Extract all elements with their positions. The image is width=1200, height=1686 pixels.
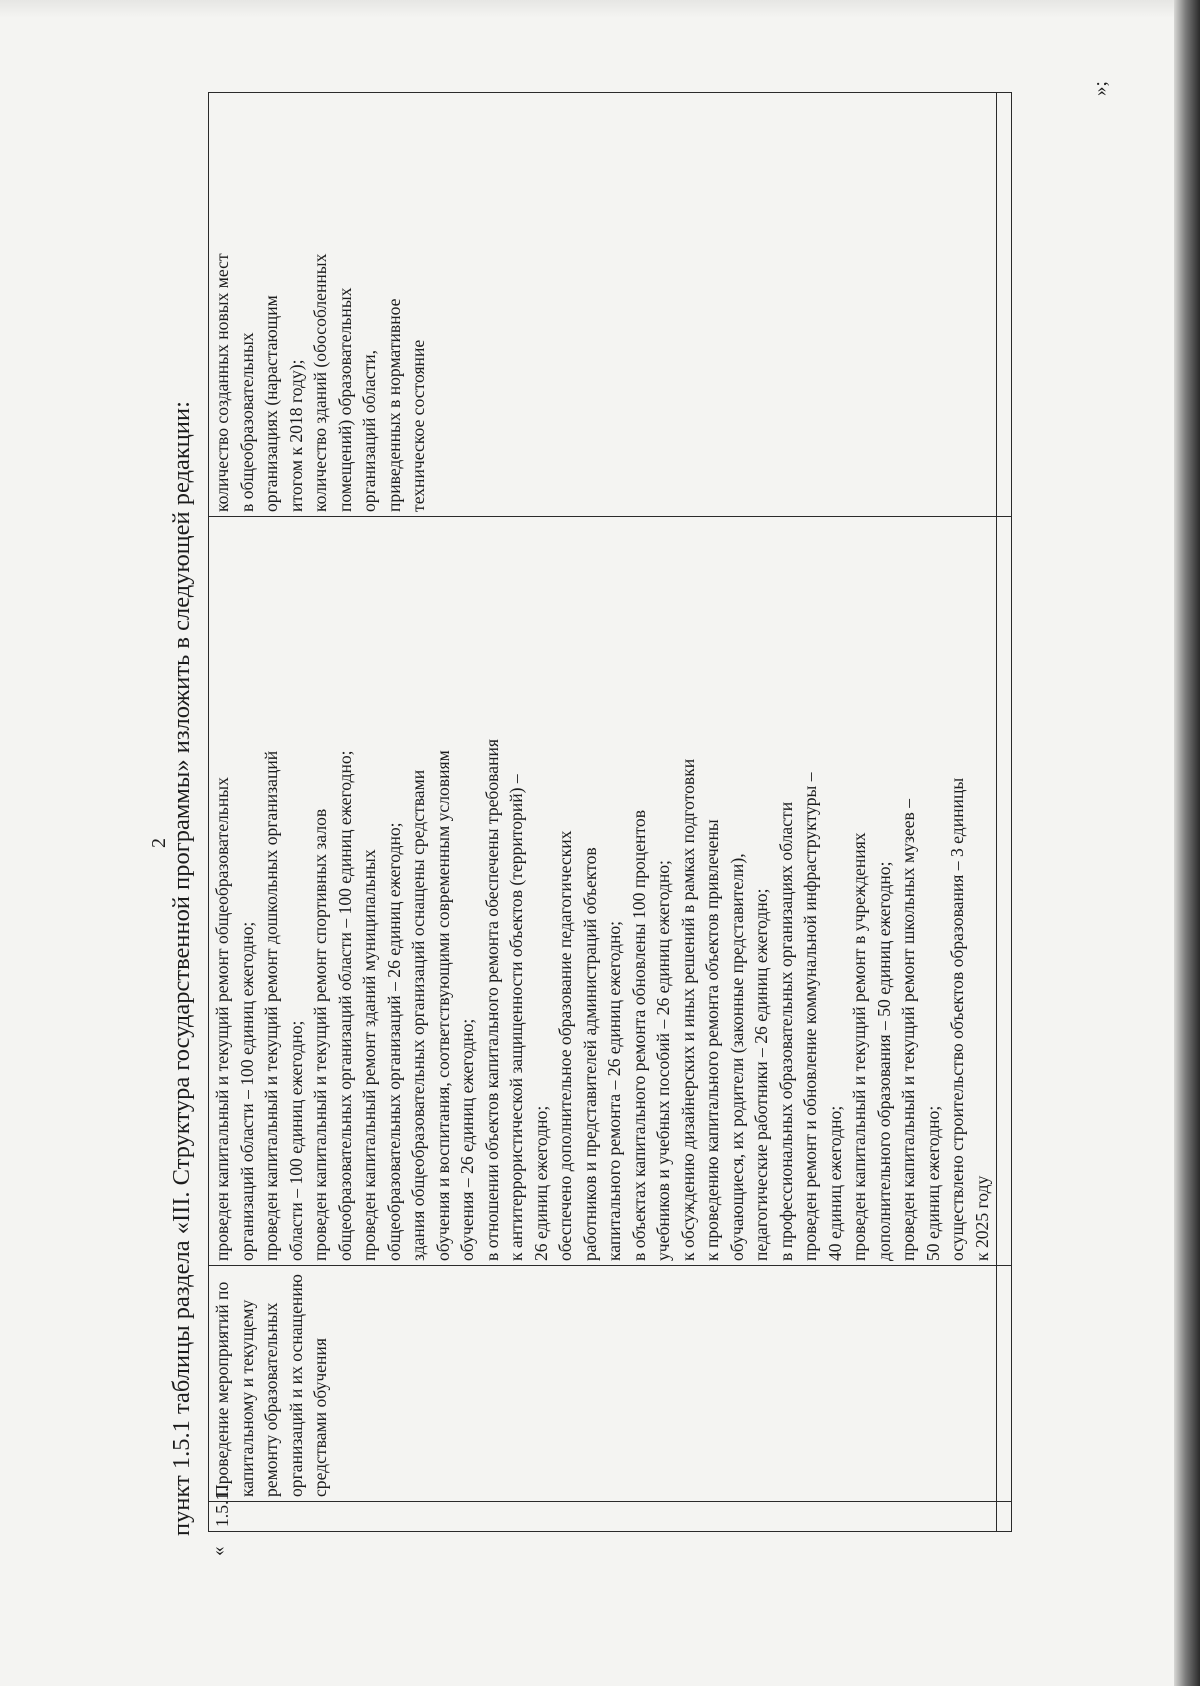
row-name: Проведение мероприятий по капитальному и текущему ремонту образовательных организаций и их оснащению средствами обучения (212, 1274, 330, 1497)
indicator-line: итогом к 2018 году); (285, 359, 306, 512)
task-line: обучения и воспитания, соответствующими современным условиям (432, 750, 453, 1261)
task-line: дополнительного образования – 50 единиц ежегодно; (873, 861, 894, 1261)
task-line: здания общеобразовательных организаций оснащены средствами (408, 769, 428, 1261)
row-indicators-cell (209, 93, 997, 517)
task-line: проведен капитальный ремонт зданий муниципальных (359, 849, 379, 1261)
task-line: обеспечено дополнительное образование педагогических (555, 830, 575, 1261)
indicator-line: количество зданий (обособленных (310, 253, 330, 512)
task-line: осуществлено строительство объектов образования – 3 единицы (947, 777, 967, 1261)
indicator-line: организаций области, (359, 349, 379, 512)
task-line: учебников и учебных пособий – 26 единиц ежегодно; (653, 860, 673, 1261)
row-name-cell (209, 1266, 997, 1502)
task-line: к обсуждению дизайнерских и иных решений в рамках подготовки (677, 758, 698, 1261)
indicator-line: помещений) образовательных (334, 287, 355, 512)
task-line: проведен ремонт и обновление коммунальной инфраструктуры – (800, 772, 820, 1261)
task-line: 26 единиц ежегодно; (530, 1105, 551, 1261)
indicator-line: в общеобразовательных (236, 332, 257, 512)
task-line: проведен капитальный и текущий ремонт дошкольных организаций (261, 750, 281, 1261)
empty-cell (997, 1502, 1012, 1532)
task-line: педагогические работники – 26 единиц ежегодно; (751, 888, 771, 1261)
task-line: обучающиеся, их родители (законные представители), (726, 853, 747, 1261)
task-line: обучения – 26 единиц ежегодно; (457, 1018, 477, 1261)
task-line: 40 единиц ежегодно; (824, 1105, 845, 1261)
indicator-line: количество созданных новых мест (212, 253, 232, 512)
task-line: в профессиональных образовательных организациях области (775, 801, 796, 1261)
empty-cell (997, 93, 1012, 517)
task-line: проведен капитальный и текущий ремонт в учреждениях (849, 832, 869, 1261)
page-number: 2 (148, 838, 170, 848)
task-line: проведен капитальный и текущий ремонт спортивных залов (310, 808, 330, 1261)
task-line: общеобразовательных организаций – 26 единиц ежегодно; (383, 822, 404, 1261)
task-line: работников и представителей администраций объектов (579, 847, 600, 1261)
close-quote: »; (1090, 81, 1111, 96)
task-line: области – 100 единиц ежегодно; (285, 1020, 306, 1261)
task-line: проведен капитальный и текущий ремонт школьных музеев – (898, 799, 918, 1261)
row-number: 1.5.1. (212, 1487, 232, 1527)
program-table (208, 92, 1012, 1532)
task-line: в объектах капитального ремонта обновлены 100 процентов (628, 809, 649, 1261)
table-row-empty (997, 93, 1012, 1532)
indicator-line: приведенных в нормативное (383, 298, 404, 512)
task-line: в отношении объектов капитального ремонта обеспечены требования (481, 739, 502, 1261)
table-row (209, 93, 997, 1532)
intro-text: пункт 1.5.1 таблицы раздела «III. Структура государственной программы» изложить в следующей редакции: (168, 401, 195, 1536)
task-line: организаций области – 100 единиц ежегодно; (236, 921, 257, 1261)
indicator-line: организациях (нарастающим (261, 295, 281, 512)
task-line: к антитеррористической защищенности объектов (территорий) – (506, 774, 526, 1261)
indicator-line: техническое состояние (408, 339, 428, 512)
task-line: общеобразовательных организаций области – 100 единиц ежегодно; (334, 750, 355, 1261)
row-tasks-cell (209, 517, 997, 1266)
row-number-cell (209, 1487, 997, 1532)
task-line: 50 единиц ежегодно; (922, 1105, 943, 1261)
task-line: к 2025 году (971, 1175, 992, 1261)
empty-cell (997, 1266, 1012, 1502)
task-line: к проведению капитального ремонта объектов привлечены (702, 819, 722, 1261)
open-quote: « (208, 1546, 229, 1556)
empty-cell (997, 517, 1012, 1266)
task-line: проведен капитальный и текущий ремонт общеобразовательных (212, 777, 232, 1261)
task-line: капитального ремонта – 26 единиц ежегодно; (604, 920, 624, 1261)
